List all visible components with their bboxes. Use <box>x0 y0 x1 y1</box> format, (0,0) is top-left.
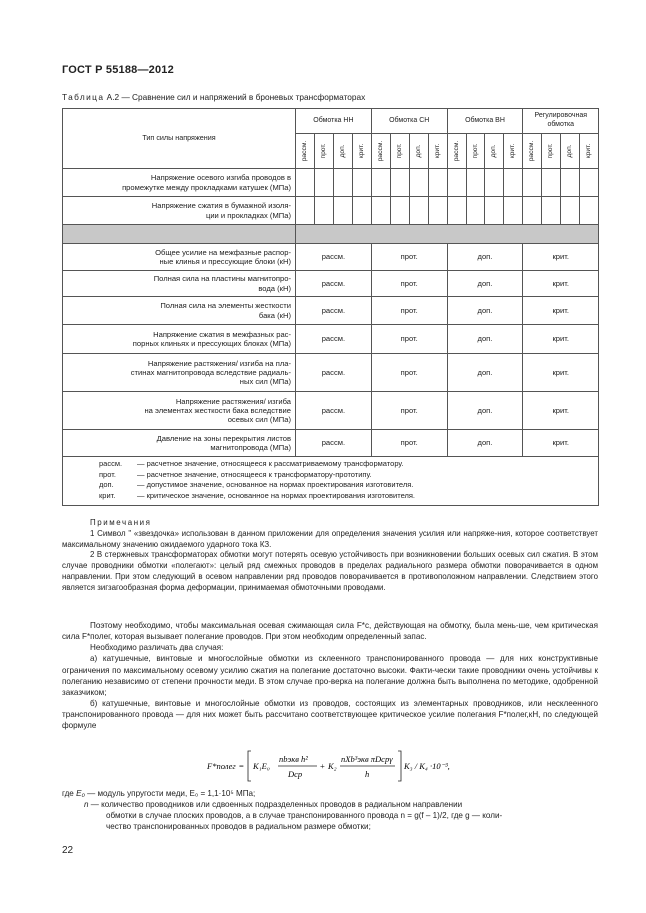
empty-cell <box>580 169 599 197</box>
merged-value-cell: прот. <box>371 325 447 354</box>
empty-cell <box>296 169 315 197</box>
bracket-left <box>248 751 251 781</box>
merged-value-cell: рассм. <box>296 244 372 271</box>
table-row <box>63 297 599 325</box>
subcol-label: рассм. <box>452 140 460 162</box>
table-row <box>63 392 599 430</box>
empty-cell <box>523 169 542 197</box>
where-label: где <box>62 789 74 798</box>
empty-cell <box>352 197 371 225</box>
row-label-line: ции и прокладках (МПа) <box>205 210 291 220</box>
row-label-line: осевых сил (МПа) <box>227 415 291 425</box>
row-label <box>63 169 296 197</box>
empty-cell <box>390 197 409 225</box>
row-label-line: Полная сила на элементы жесткости <box>160 301 291 311</box>
subcol-label: прот. <box>319 143 327 159</box>
legend-item <box>99 480 594 491</box>
caption-dash: — <box>121 92 130 102</box>
empty-cell <box>561 197 580 225</box>
merged-value-cell: рассм. <box>296 430 372 457</box>
caption-title: Сравнение сил и напряжений в броневых трансформаторах <box>132 92 366 102</box>
table-caption <box>62 92 365 102</box>
row-label-line: Полная сила на пластины магнитопро- <box>153 274 291 284</box>
legend-item <box>99 491 594 502</box>
subcol-cell <box>447 134 466 169</box>
legend-abbr: рассм. <box>99 459 123 468</box>
formula-tail: K₃ / K₄ ·10⁻³, <box>404 761 450 771</box>
empty-cell <box>390 169 409 197</box>
row-label <box>63 430 296 457</box>
note-1: 1 Символ " «звездочка» использован в данном приложении для определения значения усилия или напряже-ния, которое соответствует максимальному значению ожидаемого ударного тока КЗ. <box>62 528 598 549</box>
subcol-label: доп. <box>490 144 498 158</box>
table-row <box>63 354 599 392</box>
subcol-cell <box>428 134 447 169</box>
row-label-line: Напряжение осевого изгиба проводов в <box>150 173 291 183</box>
body-p4: б) катушечные, винтовые и многослойные обмотки из проводов, состоящих из элементарных проводников, или несклеенного транспонированного провода — для них может быть рассчитано соответствующее критическое усилие полегания F*полег,кН, по следующей формуле <box>62 699 598 731</box>
legend-text: — критическое значение, основанное на нормах проектирования изготовителя. <box>137 490 416 500</box>
empty-cell <box>561 169 580 197</box>
merged-value-cell: прот. <box>371 271 447 297</box>
empty-cell <box>314 197 333 225</box>
empty-cell <box>504 169 523 197</box>
empty-cell <box>428 169 447 197</box>
merged-value-cell: крит. <box>523 430 599 457</box>
subcol-cell <box>466 134 485 169</box>
empty-cell <box>333 197 352 225</box>
body-p1: Поэтому необходимо, чтобы максимальная осевая сжимающая сила F*c, действующая на обмотку, была мень-ше, чем критическая сила F*полег, которая вызывает полегание проводов. При этом необходим определенный запас. <box>62 621 598 642</box>
row-label-line: Давление на зоны перекрытия листов <box>156 433 291 443</box>
merged-value-cell: доп. <box>447 430 523 457</box>
legend-item <box>99 470 594 481</box>
row-label-line: стинах магнитопровода вследствие радиаль- <box>130 367 291 377</box>
subcol-cell <box>561 134 580 169</box>
where-n <box>62 799 598 810</box>
row-label-line: промежутке между прокладками катушек (МПа) <box>122 182 291 192</box>
grey-cell <box>296 225 599 244</box>
group-header-vn: Обмотка ВН <box>447 109 523 134</box>
where-e <box>62 788 598 799</box>
subcol-cell <box>314 134 333 169</box>
merged-value-cell: рассм. <box>296 392 372 430</box>
subcol-label: доп. <box>338 144 346 158</box>
merged-value-cell: крит. <box>523 392 599 430</box>
merged-value-cell: прот. <box>371 430 447 457</box>
where-e-symbol: E₀ <box>76 789 85 798</box>
formula-t2-num: nXb³экв πDсрγ <box>341 754 393 764</box>
subcol-cell <box>296 134 315 169</box>
merged-value-cell: рассм. <box>296 354 372 392</box>
subcol-label: прот. <box>395 143 403 159</box>
where-n-cont1: обмотки в случае плоских проводов, а в случае транспонированного провода n = g(f – 1)/2, где g — коли- <box>106 811 503 821</box>
empty-cell <box>542 169 561 197</box>
empty-cell <box>428 197 447 225</box>
table-row <box>63 325 599 354</box>
page-number: 22 <box>62 845 74 856</box>
subcol-label: рассм. <box>528 140 536 162</box>
group-header-sn: Обмотка СН <box>371 109 447 134</box>
subcol-cell <box>371 134 390 169</box>
row-label <box>63 354 296 392</box>
bracket-right <box>398 751 401 781</box>
subcol-label: прот. <box>547 143 555 159</box>
where-n-symbol: n <box>84 800 89 810</box>
merged-value-cell: доп. <box>447 325 523 354</box>
merged-value-cell: прот. <box>371 354 447 392</box>
merged-value-cell: крит. <box>523 244 599 271</box>
row-label-line: ные клинья и прессующие блоки (кН) <box>159 257 291 266</box>
subcol-cell <box>485 134 504 169</box>
subcol-label: рассм. <box>300 140 308 162</box>
row-label-line: Напряжение растяжения/ изгиба <box>175 396 291 406</box>
group-header-nn: Обмотка НН <box>296 109 372 134</box>
empty-cell <box>447 197 466 225</box>
row-label <box>63 197 296 225</box>
caption-number: А.2 <box>106 92 120 102</box>
subcol-cell <box>504 134 523 169</box>
legend-abbr: крит. <box>99 490 116 500</box>
empty-cell <box>409 169 428 197</box>
row-label-line: бака (кН) <box>258 310 291 320</box>
table-row <box>63 197 599 225</box>
merged-value-cell: доп. <box>447 354 523 392</box>
subcol-label: крит. <box>585 143 593 159</box>
subcol-cell <box>542 134 561 169</box>
where-block <box>62 788 598 833</box>
legend-abbr: доп. <box>99 480 114 490</box>
merged-value-cell: доп. <box>447 244 523 271</box>
body-p2: Необходимо различать два случая: <box>90 643 224 653</box>
formula-plus: + <box>320 761 325 771</box>
empty-cell <box>447 169 466 197</box>
body-text <box>62 620 598 732</box>
empty-cell <box>485 197 504 225</box>
empty-cell <box>352 169 371 197</box>
row-label-line: Напряжение сжатия в межфазных рас- <box>153 329 291 339</box>
merged-value-cell: доп. <box>447 392 523 430</box>
row-label-line: Напряжение растяжения/ изгиба на пла- <box>147 358 291 368</box>
merged-value-cell: прот. <box>371 297 447 325</box>
merged-value-cell: крит. <box>523 271 599 297</box>
table-row <box>63 169 599 197</box>
legend-cell <box>63 457 599 506</box>
merged-value-cell: прот. <box>371 392 447 430</box>
row-label-line: на элементах жесткости бака вследствие <box>144 405 291 415</box>
formula-t1-den: Dср <box>288 769 303 779</box>
subcol-cell <box>333 134 352 169</box>
row-label-line: ных сил (МПа) <box>239 377 291 387</box>
subcol-label: прот. <box>471 143 479 159</box>
empty-cell <box>523 197 542 225</box>
note-2: 2 В стержневых трансформаторах обмотки могут потерять осевую устойчивость при возникновении больших осевых сил сжатия. В этом случае проводники обмотки «полегают»: целый ряд смежных проводов в пределах радиального размера обмотки поворачивается в одном направлении. При этом следующий в осевом направлении ряд проводов поворачивается в противоположном направлении. Следствием этого является зигзагообразная форма деформации, принимаемая обмоточными проводами. <box>62 550 598 592</box>
row-label <box>63 392 296 430</box>
subcol-label: доп. <box>414 144 422 158</box>
row-label <box>63 297 296 325</box>
subcol-cell <box>352 134 371 169</box>
subcol-cell <box>390 134 409 169</box>
document-header: ГОСТ Р 55188—2012 <box>62 64 174 76</box>
grey-separator-row <box>63 225 599 244</box>
legend-text: — расчетное значение, относящееся к рассматриваемому трансформатору. <box>137 459 404 468</box>
formula-lhs: F*полег <box>207 761 236 771</box>
empty-cell <box>466 169 485 197</box>
table-row <box>63 430 599 457</box>
subcol-cell <box>409 134 428 169</box>
merged-value-cell: крит. <box>523 354 599 392</box>
empty-cell <box>580 197 599 225</box>
merged-value-cell: рассм. <box>296 297 372 325</box>
formula-k2: K₂ <box>328 761 337 771</box>
empty-cell <box>371 169 390 197</box>
table-row <box>63 271 599 297</box>
empty-cell <box>409 197 428 225</box>
empty-cell <box>466 197 485 225</box>
subcol-label: крит. <box>357 143 365 159</box>
comparison-table <box>62 108 599 506</box>
row-label-line: вода (кН) <box>258 283 291 293</box>
row-label <box>63 244 296 271</box>
table-row <box>63 244 599 271</box>
subcol-cell <box>580 134 599 169</box>
row-label-line: магнитопровода (МПа) <box>210 443 291 452</box>
subcol-label: крит. <box>509 143 517 159</box>
empty-cell <box>314 169 333 197</box>
formula-t1-num: nbэкв h² <box>279 754 308 764</box>
type-header: Тип силы напряжения <box>63 109 296 169</box>
legend-text: — расчетное значение, относящееся к трансформатору-прототипу. <box>137 469 372 479</box>
body-p3: а) катушечные, винтовые и многослойные обмотки из склеенного транспонированного провода — для них конструктивные ограничения по максимальному осевому усилию сжатия на полегание достаточно высоки. Факти-чески такие проводники очень устойчивы к полеганию независимо от степени прочности меди. В этом случае про-верка на полегание должна быть выполнена по методике, одобренной заказчиком; <box>62 654 598 697</box>
legend-text: — допустимое значение, основанное на нормах проектирования изготовителя. <box>137 480 414 490</box>
where-e-text: — модуль упругости меди, E₀ = 1,1·10⁵ МПа; <box>87 789 256 798</box>
row-label-line: Общее усилие на межфазные распор- <box>155 247 291 257</box>
merged-value-cell: рассм. <box>296 271 372 297</box>
merged-value-cell: крит. <box>523 297 599 325</box>
formula-eq: = <box>239 761 244 771</box>
where-n-cont2: чество транспонированных проводов в радиальном размере обмотки; <box>106 822 371 832</box>
formula-t2-den: h <box>365 769 370 779</box>
empty-cell <box>333 169 352 197</box>
formula-k1: K₁E₀ <box>253 761 270 771</box>
notes-title: Примечания <box>90 518 152 527</box>
legend-row <box>63 457 599 506</box>
merged-value-cell: прот. <box>371 244 447 271</box>
empty-cell <box>485 169 504 197</box>
subcol-label: крит. <box>433 143 441 159</box>
group-header-reg: Регулировочная обмотка <box>523 109 599 134</box>
row-label <box>63 271 296 297</box>
legend-item <box>99 459 594 470</box>
empty-cell <box>371 197 390 225</box>
notes-block <box>62 518 598 593</box>
caption-label: Таблица <box>62 92 105 102</box>
polegan-formula <box>205 748 465 784</box>
subcol-label: рассм. <box>376 140 384 162</box>
where-n-text: — количество проводников или сдвоенных подразделенных проводов в радиальном направлении <box>90 800 463 810</box>
merged-value-cell: доп. <box>447 297 523 325</box>
empty-cell <box>296 197 315 225</box>
legend-abbr: прот. <box>99 469 116 479</box>
subcol-cell <box>523 134 542 169</box>
empty-cell <box>542 197 561 225</box>
merged-value-cell: доп. <box>447 271 523 297</box>
subcol-label: доп. <box>566 144 574 158</box>
merged-value-cell: крит. <box>523 325 599 354</box>
merged-value-cell: рассм. <box>296 325 372 354</box>
row-label-line: порных клиньях и прессующих блоках (МПа) <box>132 339 291 348</box>
grey-cell <box>63 225 296 244</box>
empty-cell <box>504 197 523 225</box>
row-label-line: Напряжение сжатия в бумажной изоля- <box>151 201 291 211</box>
row-label <box>63 325 296 354</box>
